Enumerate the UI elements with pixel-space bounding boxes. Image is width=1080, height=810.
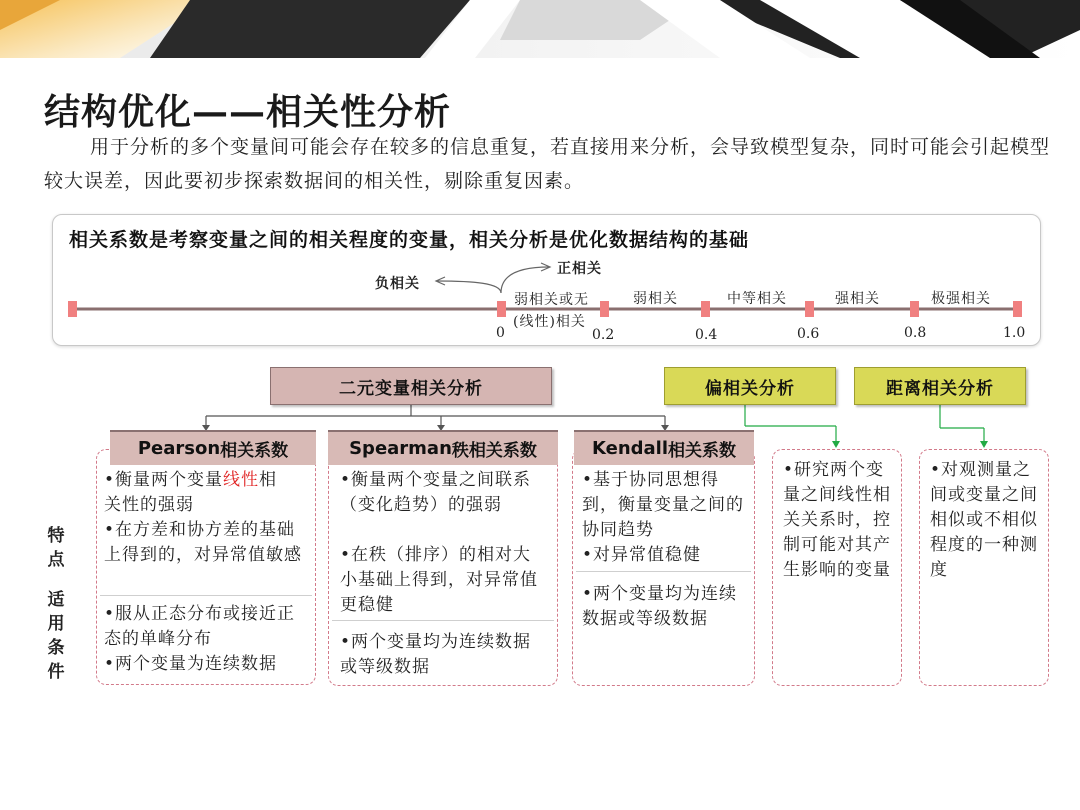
partial-description: •研究两个变量之间线性相关关系时，控制可能对其产生影响的变量: [783, 460, 891, 580]
distance-correlation-header: 距离相关分析: [854, 367, 1026, 405]
range-label-strong: 强相关: [835, 291, 880, 307]
pearson-title-en: Pearson: [137, 438, 221, 459]
conditions-side-label: 适用条件: [47, 590, 65, 682]
divider: [332, 620, 554, 621]
divider: [100, 595, 312, 596]
tick-label: 0.4: [695, 327, 718, 343]
scale-heading: 相关系数是考察变量之间的相关程度的变量，相关分析是优化数据结构的基础: [69, 229, 750, 251]
kendall-feature-1: •基于协同思想得到，衡量变量之间的协同趋势: [582, 470, 744, 540]
spearman-title-en: Spearman: [349, 438, 452, 459]
pearson-feature-1: [104, 468, 310, 518]
range-label-moderate: 中等相关: [727, 291, 787, 307]
divider: [576, 571, 751, 572]
range-label-weak: 弱相关: [633, 291, 678, 307]
page-title: 结构优化——相关性分析: [44, 91, 452, 133]
pearson-condition-1: •服从正态分布或接近正态的单峰分布: [104, 604, 296, 649]
spearman-feature-2: •在秩（排序）的相对大小基础上得到，对异常值更稳健: [340, 545, 538, 615]
range-label-linear: (线性)相关: [513, 314, 586, 330]
positive-correlation-label: 正相关: [557, 261, 602, 277]
range-label-very-strong: 极强相关: [931, 291, 991, 307]
pearson-title: [110, 430, 316, 465]
pearson-feature-1-line2: 关性的强弱: [104, 495, 194, 515]
pearson-title-cn: 相关系数: [220, 441, 289, 461]
tick-label: 1.0: [1003, 325, 1026, 341]
partial-correlation-header: 偏相关分析: [664, 367, 836, 405]
kendall-title: [574, 430, 754, 465]
features-side-label: 特点: [47, 526, 65, 570]
pearson-feature-1-pre: •衡量两个变量: [104, 470, 224, 490]
spearman-condition-1: •两个变量均为连续数据或等级数据: [340, 632, 532, 677]
spearman-feature-1: •衡量两个变量之间联系（变化趋势）的强弱: [340, 470, 532, 515]
pearson-condition-2: •两个变量为连续数据: [104, 654, 278, 674]
distance-description: •对观测量之间或变量之间相似或不相似程度的一种测度: [930, 460, 1038, 580]
pearson-feature-2: •在方差和协方差的基础上得到的，对异常值敏感: [104, 520, 302, 565]
kendall-feature-2: •对异常值稳健: [582, 545, 702, 565]
kendall-title-cn: 相关系数: [668, 441, 737, 461]
tick-label: 0.6: [797, 326, 820, 342]
kendall-condition-1: •两个变量均为连续数据或等级数据: [582, 584, 738, 629]
binary-correlation-header: 二元变量相关分析: [270, 367, 552, 405]
range-label-weak-none: 弱相关或无: [514, 292, 589, 308]
negative-correlation-label: 负相关: [375, 276, 420, 292]
spearman-title: [328, 430, 558, 465]
spearman-title-cn: 秩相关系数: [451, 441, 537, 461]
kendall-title-en: Kendall: [591, 438, 669, 459]
pearson-feature-1-highlight: 线性: [223, 470, 260, 490]
intro-paragraph: 用于分析的多个变量间可能会存在较多的信息重复，若直接用来分析，会导致模型复杂，同时可能会引起模型较大误差，因此要初步探索数据间的相关性，剔除重复因素。: [44, 136, 1051, 192]
tick-label: 0.2: [592, 327, 615, 343]
tick-label: 0: [496, 325, 505, 341]
tick-label: 0.8: [904, 325, 927, 341]
pearson-feature-1-post: 相: [259, 470, 278, 490]
